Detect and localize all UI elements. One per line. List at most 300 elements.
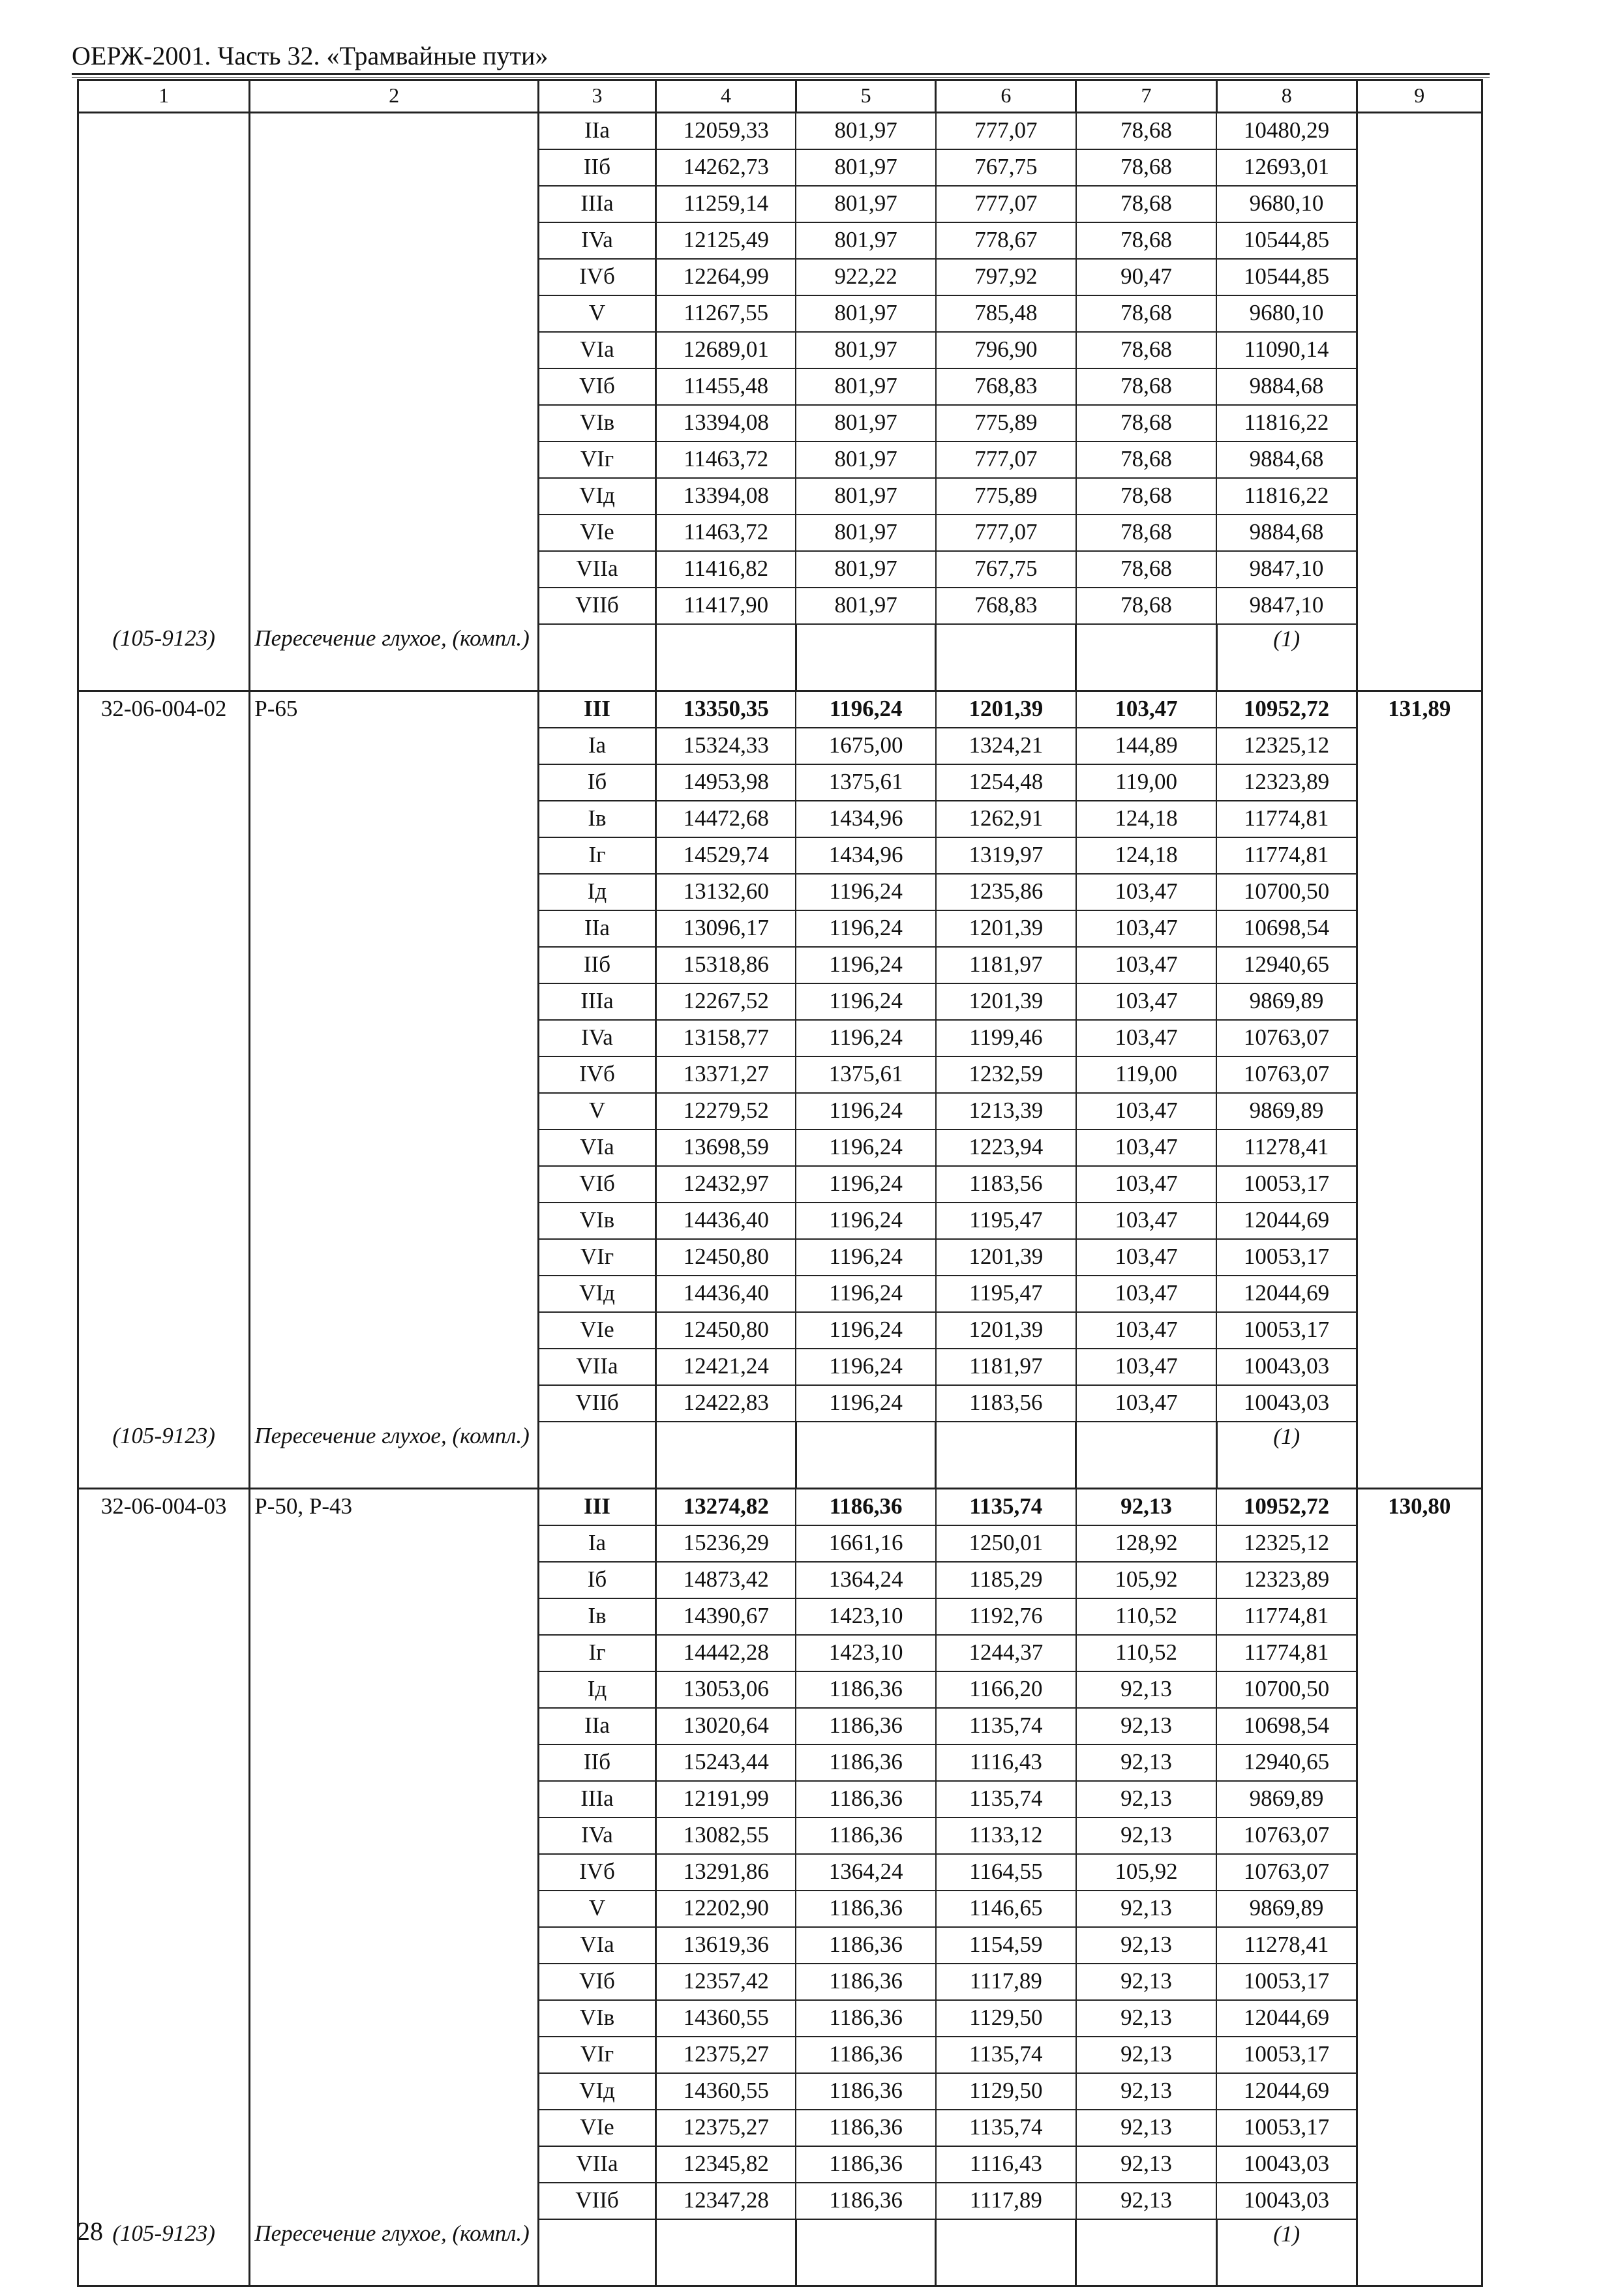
value-cell: VIг [538,441,655,478]
total-cell [1357,1598,1482,1635]
value-cell: 13020,64 [656,1708,796,1744]
code-cell [78,1166,250,1203]
value-cell: 801,97 [796,478,936,515]
name-cell [250,1239,539,1276]
total-cell [1357,728,1482,764]
empty-cell [1076,2219,1217,2286]
value-cell: 13132,60 [656,874,796,910]
table-row [78,1276,1482,1312]
name-cell [250,368,539,405]
total-cell [1357,1166,1482,1203]
value-cell: 14360,55 [656,2000,796,2037]
value-cell: 11463,72 [656,515,796,551]
value-cell: 10053,17 [1216,1312,1357,1349]
value-cell: VIIб [538,2183,655,2219]
value-cell: 10043,03 [1216,1385,1357,1422]
total-cell [1357,551,1482,588]
table-row [78,1203,1482,1239]
value-cell: 92,13 [1076,2073,1217,2110]
resource-code: (105-9123) [78,624,250,691]
value-cell: 1196,24 [796,1349,936,1385]
name-cell [250,1598,539,1635]
code-cell [78,2146,250,2183]
name-cell [250,405,539,441]
value-cell: 1196,24 [796,1312,936,1349]
total-cell [1357,588,1482,624]
value-cell: 92,13 [1076,1891,1217,1927]
value-cell: 777,07 [936,441,1076,478]
table-row [78,332,1482,368]
value-cell: 9869,89 [1216,983,1357,1020]
value-cell: VIе [538,1312,655,1349]
value-cell: 1196,24 [796,691,936,728]
name-cell [250,947,539,983]
name-cell [250,2146,539,2183]
value-cell: IVa [538,222,655,259]
value-cell: 1133,12 [936,1818,1076,1854]
value-cell: IVб [538,1854,655,1891]
table-row [78,2146,1482,2183]
column-header: 5 [796,80,936,113]
code-cell [78,295,250,332]
value-cell: 1186,36 [796,1489,936,1526]
value-cell: 12325,12 [1216,1525,1357,1562]
total-cell [1357,1349,1482,1385]
table-row [78,1562,1482,1598]
code-cell [78,1964,250,2000]
value-cell: 1196,24 [796,1239,936,1276]
value-cell: 9869,89 [1216,1093,1357,1130]
value-cell: 1117,89 [936,1964,1076,2000]
value-cell: 12940,65 [1216,947,1357,983]
code-cell [78,1239,250,1276]
column-header: 1 [78,80,250,113]
value-cell: 1196,24 [796,1276,936,1312]
value-cell: 10763,07 [1216,1056,1357,1093]
empty-cell [796,1422,936,1489]
resource-qty: (1) [1216,2219,1357,2286]
total-cell [1357,295,1482,332]
value-cell: 922,22 [796,259,936,295]
total-cell [1357,405,1482,441]
value-cell: 103,47 [1076,1093,1217,1130]
value-cell: 14436,40 [656,1276,796,1312]
table-row [78,1349,1482,1385]
table-row [78,149,1482,186]
value-cell: 778,67 [936,222,1076,259]
value-cell: 1146,65 [936,1891,1076,1927]
code-cell [78,801,250,837]
value-cell: 78,68 [1076,113,1217,150]
code-cell [78,1598,250,1635]
rates-table [77,79,1483,2287]
name-cell: Р-50, Р-43 [250,1489,539,1526]
value-cell: 9884,68 [1216,368,1357,405]
value-cell: V [538,295,655,332]
value-cell: IIIa [538,983,655,1020]
value-cell: IIa [538,1708,655,1744]
code-cell [78,728,250,764]
value-cell: 1186,36 [796,2073,936,2110]
value-cell: 92,13 [1076,2146,1217,2183]
value-cell: 12125,49 [656,222,796,259]
name-cell [250,1130,539,1166]
total-cell [1357,259,1482,295]
code-cell [78,2037,250,2073]
total-cell [1357,1020,1482,1056]
value-cell: 92,13 [1076,1964,1217,2000]
value-cell: 1375,61 [796,764,936,801]
code-cell [78,947,250,983]
value-cell: 10053,17 [1216,1964,1357,2000]
name-cell [250,1562,539,1598]
table-row [78,478,1482,515]
code-cell [78,1562,250,1598]
value-cell: 1116,43 [936,2146,1076,2183]
table-row [78,551,1482,588]
value-cell: 1254,48 [936,764,1076,801]
table-row [78,1891,1482,1927]
header-rule [72,73,1490,75]
value-cell: 10763,07 [1216,1818,1357,1854]
name-cell [250,478,539,515]
code-cell [78,332,250,368]
value-cell: 10700,50 [1216,874,1357,910]
value-cell: 1434,96 [796,837,936,874]
resource-name: Пересечение глухое, (компл.) [250,624,539,691]
table-row [78,1927,1482,1964]
total-cell [1357,515,1482,551]
name-cell [250,441,539,478]
code-cell [78,1671,250,1708]
value-cell: 1213,39 [936,1093,1076,1130]
value-cell: 1186,36 [796,1927,936,1964]
value-cell: 1116,43 [936,1744,1076,1781]
name-cell [250,1385,539,1422]
name-cell [250,1964,539,2000]
value-cell: 78,68 [1076,222,1217,259]
value-cell: 15243,44 [656,1744,796,1781]
value-cell: 801,97 [796,515,936,551]
value-cell: 10763,07 [1216,1854,1357,1891]
value-cell: 801,97 [796,405,936,441]
total-cell [1357,1635,1482,1671]
value-cell: 13394,08 [656,405,796,441]
value-cell: 11259,14 [656,186,796,222]
name-cell [250,801,539,837]
table-row [78,1056,1482,1093]
value-cell: Iд [538,1671,655,1708]
value-cell: 13096,17 [656,910,796,947]
total-cell [1357,332,1482,368]
value-cell: 15318,86 [656,947,796,983]
value-cell: 103,47 [1076,1020,1217,1056]
value-cell: 14472,68 [656,801,796,837]
value-cell: 10053,17 [1216,1166,1357,1203]
code-cell [78,2073,250,2110]
value-cell: 1201,39 [936,1239,1076,1276]
name-cell [250,1312,539,1349]
value-cell: 14442,28 [656,1635,796,1671]
value-cell: 78,68 [1076,332,1217,368]
total-cell [1357,1056,1482,1093]
value-cell: 124,18 [1076,837,1217,874]
column-header: 6 [936,80,1076,113]
table-row [78,1239,1482,1276]
value-cell: 12421,24 [656,1349,796,1385]
name-cell [250,515,539,551]
column-header: 3 [538,80,655,113]
name-cell [250,186,539,222]
value-cell: 13394,08 [656,478,796,515]
value-cell: 11267,55 [656,295,796,332]
value-cell: 11278,41 [1216,1927,1357,1964]
value-cell: 1186,36 [796,2000,936,2037]
value-cell: 1186,36 [796,1964,936,2000]
code-cell [78,515,250,551]
value-cell: 10544,85 [1216,222,1357,259]
code-cell [78,1020,250,1056]
value-cell: 110,52 [1076,1598,1217,1635]
value-cell: 10043,03 [1216,2183,1357,2219]
code-cell [78,1744,250,1781]
value-cell: 1324,21 [936,728,1076,764]
total-cell [1357,1562,1482,1598]
table-row [78,1598,1482,1635]
table-row [78,186,1482,222]
name-cell [250,1671,539,1708]
empty-cell [538,624,655,691]
value-cell: 1186,36 [796,2037,936,2073]
value-cell: 14360,55 [656,2073,796,2110]
value-cell: 1135,74 [936,2037,1076,2073]
value-cell: 103,47 [1076,947,1217,983]
value-cell: 1186,36 [796,1744,936,1781]
value-cell: 777,07 [936,113,1076,150]
value-cell: 128,92 [1076,1525,1217,1562]
value-cell: 1135,74 [936,2110,1076,2146]
value-cell: 801,97 [796,588,936,624]
table-row [78,405,1482,441]
value-cell: V [538,1093,655,1130]
code-cell [78,1276,250,1312]
value-cell: VIг [538,1239,655,1276]
table-row [78,1166,1482,1203]
value-cell: 801,97 [796,368,936,405]
value-cell: 1117,89 [936,2183,1076,2219]
column-number-row [78,80,1482,113]
value-cell: 12347,28 [656,2183,796,2219]
total-cell [1357,441,1482,478]
value-cell: VIIб [538,588,655,624]
value-cell: 14873,42 [656,1562,796,1598]
value-cell: VIд [538,478,655,515]
value-cell: 12044,69 [1216,2073,1357,2110]
code-cell [78,588,250,624]
code-cell [78,837,250,874]
total-cell [1357,222,1482,259]
value-cell: 13082,55 [656,1818,796,1854]
name-cell [250,1708,539,1744]
value-cell: IIб [538,1744,655,1781]
value-cell: 1183,56 [936,1385,1076,1422]
empty-cell [796,624,936,691]
name-cell [250,1166,539,1203]
code-cell [78,368,250,405]
value-cell: VIIa [538,1349,655,1385]
value-cell: 1423,10 [796,1635,936,1671]
table-row [78,1489,1482,1526]
value-cell: 1196,24 [796,1093,936,1130]
code-cell [78,764,250,801]
value-cell: 103,47 [1076,1276,1217,1312]
total-cell [1357,1130,1482,1166]
code-cell [78,1130,250,1166]
value-cell: VIa [538,332,655,368]
name-cell [250,588,539,624]
resource-code: (105-9123) [78,1422,250,1489]
value-cell: 92,13 [1076,1744,1217,1781]
value-cell: 78,68 [1076,368,1217,405]
value-cell: 124,18 [1076,801,1217,837]
value-cell: 103,47 [1076,910,1217,947]
code-cell [78,1854,250,1891]
value-cell: 11455,48 [656,368,796,405]
value-cell: VIб [538,1964,655,2000]
table-row [78,1312,1482,1349]
value-cell: 12323,89 [1216,1562,1357,1598]
value-cell: Ia [538,728,655,764]
empty-cell [538,2219,655,2286]
value-cell: 801,97 [796,441,936,478]
page-number: 28 [77,2217,103,2246]
value-cell: IIIa [538,1781,655,1818]
value-cell: 12422,83 [656,1385,796,1422]
code-cell [78,186,250,222]
code-cell: 32-06-004-02 [78,691,250,728]
value-cell: 1129,50 [936,2000,1076,2037]
table-row [78,801,1482,837]
total-cell [1357,983,1482,1020]
total-cell [1357,947,1482,983]
code-cell [78,1349,250,1385]
value-cell: 1196,24 [796,1385,936,1422]
empty-cell [1357,624,1482,691]
table-row [78,1781,1482,1818]
table-row [78,1130,1482,1166]
name-cell [250,1635,539,1671]
value-cell: 92,13 [1076,1489,1217,1526]
value-cell: VIa [538,1130,655,1166]
total-cell: 131,89 [1357,691,1482,728]
value-cell: 14436,40 [656,1203,796,1239]
value-cell: 14529,74 [656,837,796,874]
name-cell [250,1093,539,1130]
code-cell [78,405,250,441]
value-cell: 10952,72 [1216,691,1357,728]
name-cell [250,837,539,874]
value-cell: 12044,69 [1216,2000,1357,2037]
value-cell: 1196,24 [796,983,936,1020]
table-row [78,837,1482,874]
total-cell [1357,186,1482,222]
value-cell: 78,68 [1076,515,1217,551]
value-cell: III [538,691,655,728]
empty-cell [1076,1422,1217,1489]
total-cell [1357,113,1482,150]
empty-cell [656,2219,796,2286]
value-cell: 1186,36 [796,1818,936,1854]
total-cell [1357,1964,1482,2000]
name-cell [250,2073,539,2110]
value-cell: 9680,10 [1216,186,1357,222]
value-cell: 1201,39 [936,1312,1076,1349]
name-cell [250,983,539,1020]
value-cell: Iг [538,837,655,874]
value-cell: 9847,10 [1216,588,1357,624]
value-cell: 10763,07 [1216,1020,1357,1056]
column-header: 2 [250,80,539,113]
name-cell [250,1818,539,1854]
value-cell: 103,47 [1076,1166,1217,1203]
value-cell: 797,92 [936,259,1076,295]
value-cell: 1235,86 [936,874,1076,910]
value-cell: 10053,17 [1216,2037,1357,2073]
name-cell [250,1203,539,1239]
value-cell: 105,92 [1076,1854,1217,1891]
empty-cell [538,1422,655,1489]
code-cell [78,478,250,515]
value-cell: 10700,50 [1216,1671,1357,1708]
code-cell [78,2183,250,2219]
value-cell: 1196,24 [796,1020,936,1056]
code-cell [78,1927,250,1964]
value-cell: 78,68 [1076,186,1217,222]
value-cell: VIв [538,405,655,441]
total-cell [1357,1781,1482,1818]
value-cell: 1262,91 [936,801,1076,837]
code-cell [78,983,250,1020]
total-cell [1357,1744,1482,1781]
value-cell: 12689,01 [656,332,796,368]
value-cell: 1196,24 [796,1203,936,1239]
name-cell [250,222,539,259]
total-cell [1357,1385,1482,1422]
value-cell: VIв [538,1203,655,1239]
table-row [78,1020,1482,1056]
value-cell: 1250,01 [936,1525,1076,1562]
value-cell: 1223,94 [936,1130,1076,1166]
value-cell: IIIa [538,186,655,222]
value-cell: 13350,35 [656,691,796,728]
value-cell: 103,47 [1076,1239,1217,1276]
value-cell: VIд [538,1276,655,1312]
value-cell: 801,97 [796,149,936,186]
value-cell: 1364,24 [796,1854,936,1891]
total-cell [1357,2000,1482,2037]
value-cell: 78,68 [1076,149,1217,186]
value-cell: 1186,36 [796,1781,936,1818]
value-cell: 1201,39 [936,910,1076,947]
value-cell: 801,97 [796,222,936,259]
value-cell: 14262,73 [656,149,796,186]
code-cell [78,1708,250,1744]
name-cell [250,1891,539,1927]
value-cell: 10698,54 [1216,910,1357,947]
value-cell: 12357,42 [656,1964,796,2000]
value-cell: 11774,81 [1216,801,1357,837]
total-cell [1357,1708,1482,1744]
